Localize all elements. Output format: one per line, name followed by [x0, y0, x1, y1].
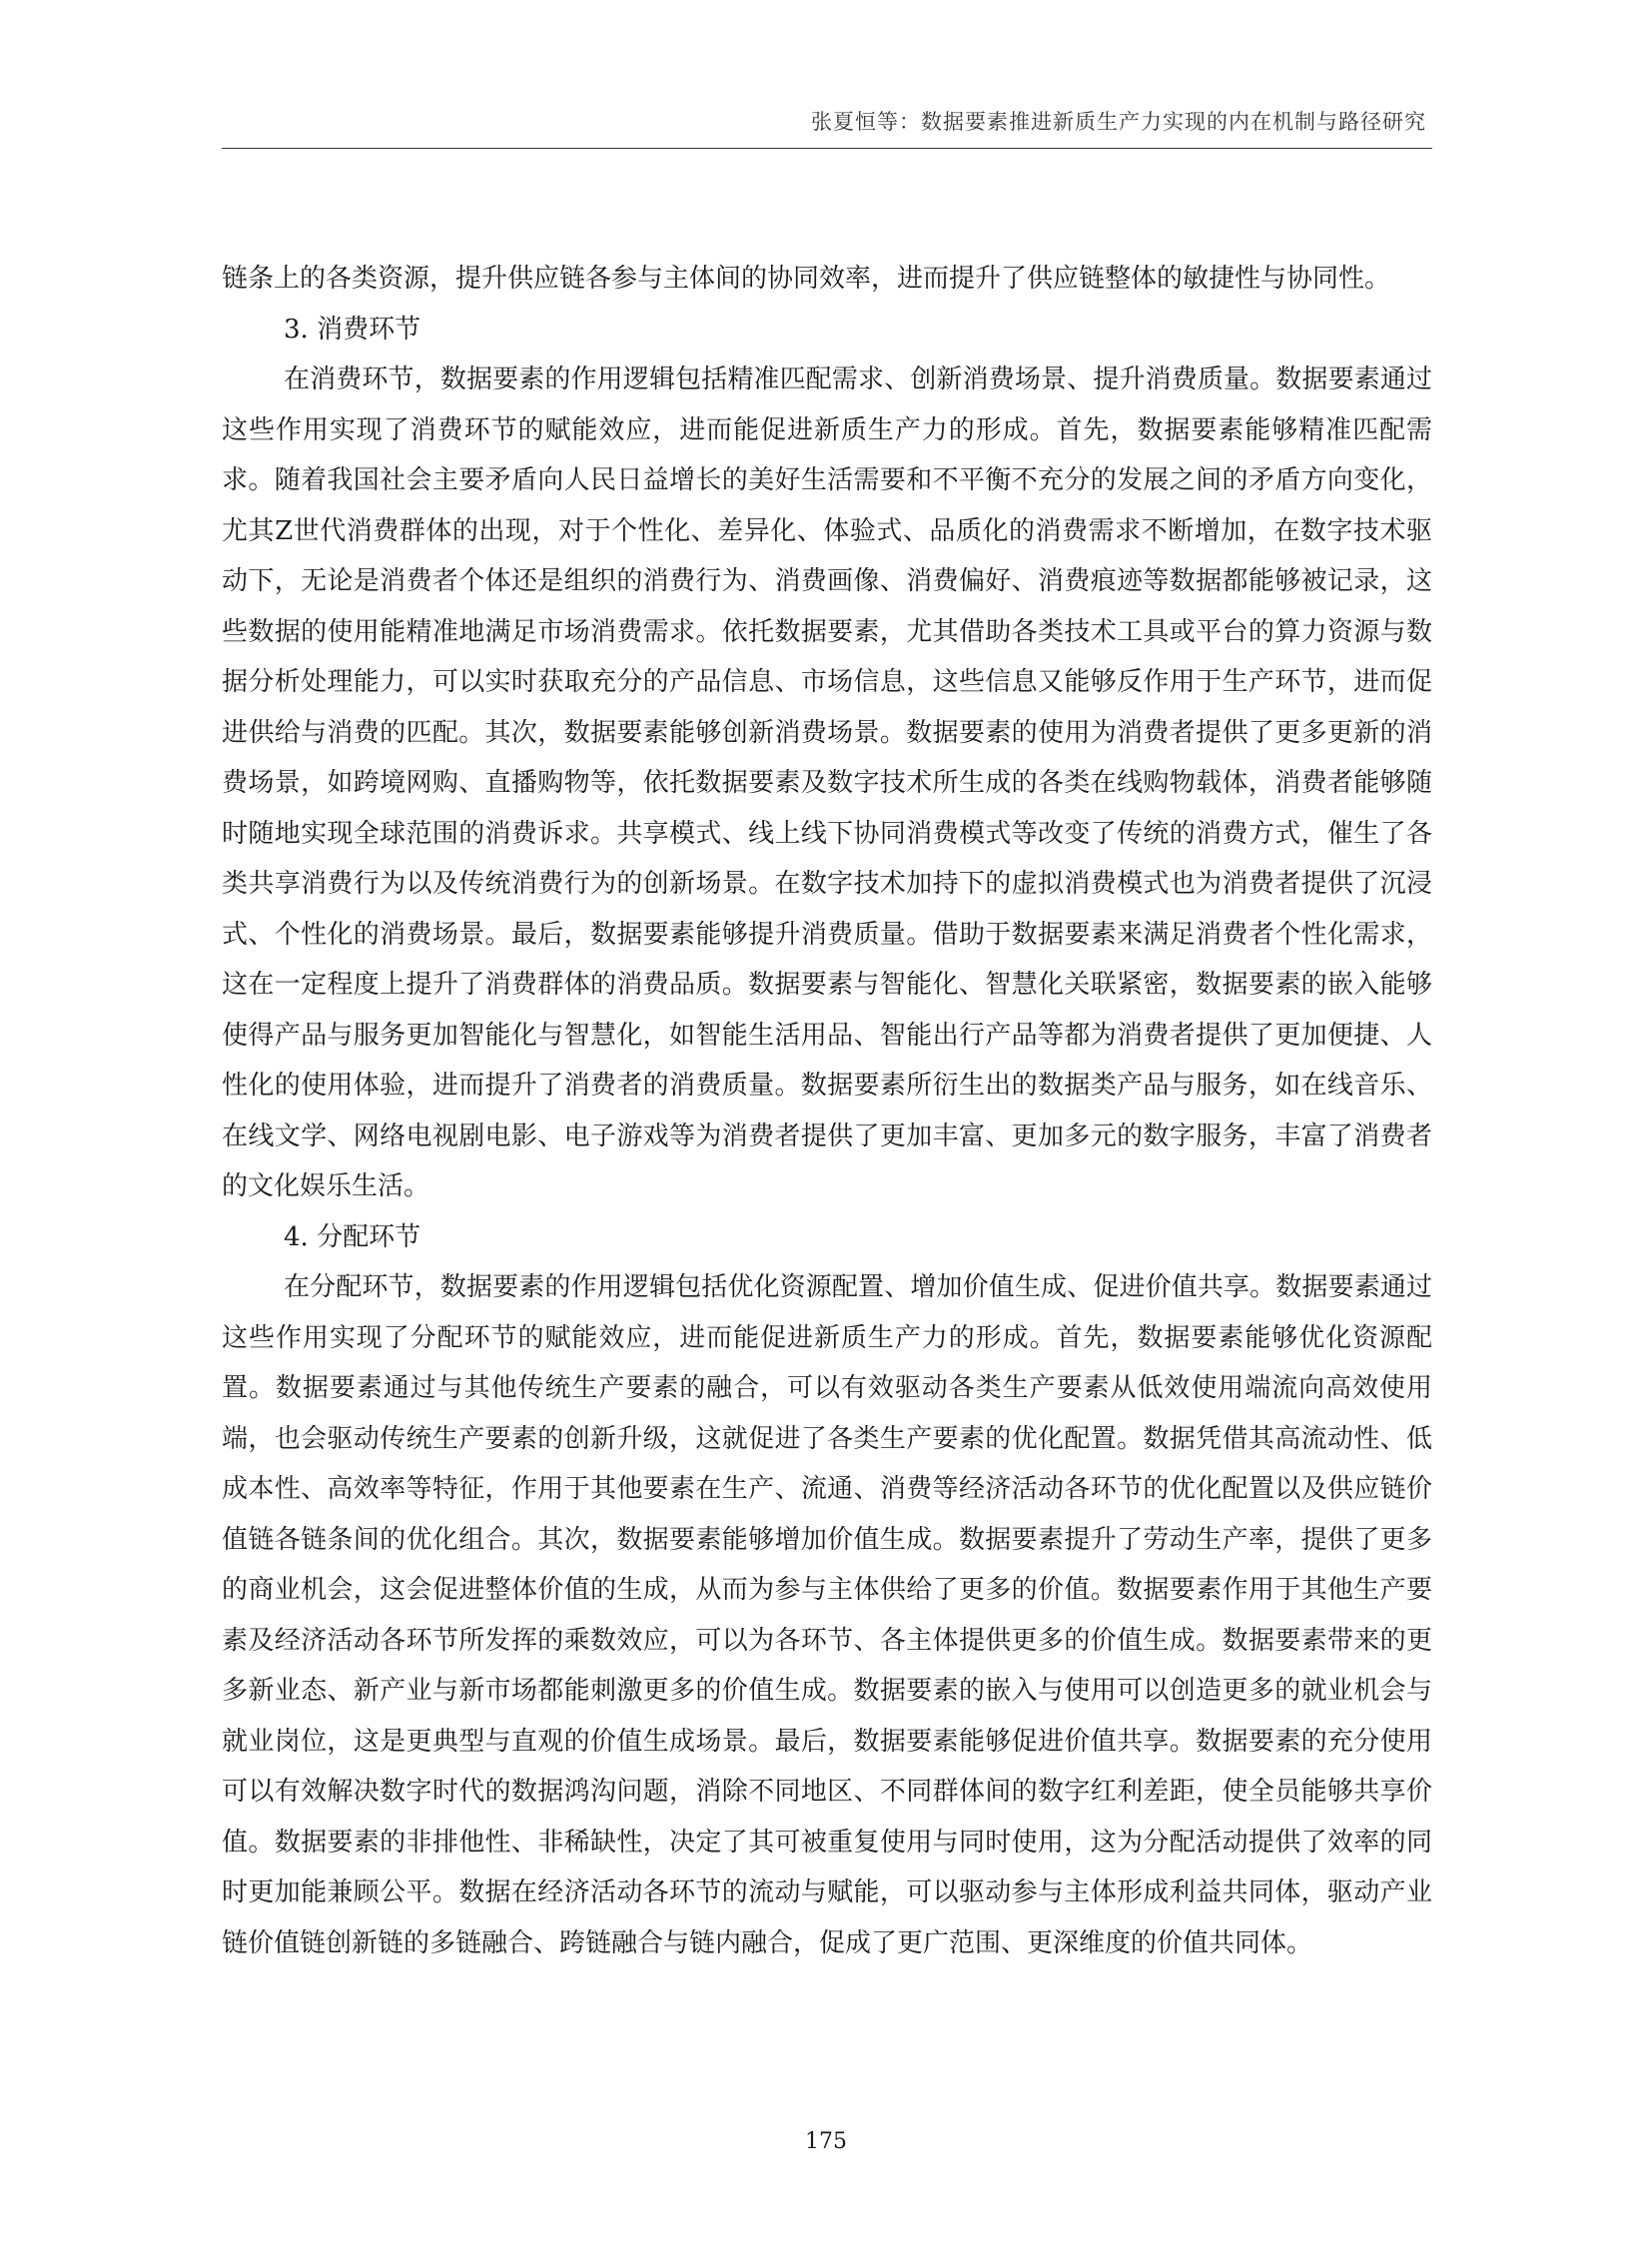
- page-number: 175: [805, 2129, 847, 2154]
- paragraph-consumption: 在消费环节，数据要素的作用逻辑包括精准匹配需求、创新消费场景、提升消费质量。数据要素通过这些作用实现了消费环节的赋能效应，进而能促进新质生产力的形成。首先，数据要素能够精准匹配需求。随着我国社会主要矛盾向人民日益增长的美好生活需要和不平衡不充分的发展之间的矛盾方向变化，尤其Z世代消费群体的出现，对于个性化、差异化、体验式、品质化的消费需求不断增加，在数字技术驱动下，无论是消费者个体还是组织的消费行为、消费画像、消费偏好、消费痕迹等数据都能够被记录，这些数据的使用能精准地满足市场消费需求。依托数据要素，尤其借助各类技术工具或平台的算力资源与数据分析处理能力，可以实时获取充分的产品信息、市场信息，这些信息又能够反作用于生产环节，进而促进供给与消费的匹配。其次，数据要素能够创新消费场景。数据要素的使用为消费者提供了更多更新的消费场景，如跨境网购、直播购物等，依托数据要素及数字技术所生成的各类在线购物载体，消费者能够随时随地实现全球范围的消费诉求。共享模式、线上线下协同消费模式等改变了传统的消费方式，催生了各类共享消费行为以及传统消费行为的创新场景。在数字技术加持下的虚拟消费模式也为消费者提供了沉浸式、个性化的消费场景。最后，数据要素能够提升消费质量。借助于数据要素来满足消费者个性化需求，这在一定程度上提升了消费群体的消费品质。数据要素与智能化、智慧化关联紧密，数据要素的嵌入能够使得产品与服务更加智能化与智慧化，如智能生活用品、智能出行产品等都为消费者提供了更加便捷、人性化的使用体验，进而提升了消费者的消费质量。数据要素所衍生出的数据类产品与服务，如在线音乐、在线文学、网络电视剧电影、电子游戏等为消费者提供了更加丰富、更加多元的数字服务，丰富了消费者的文化娱乐生活。: [222, 365, 1432, 1201]
- running-title: 张夏恒等：数据要素推进新质生产力实现的内在机制与路径研究: [811, 110, 1426, 134]
- section-heading-consumption: 3. 消费环节: [284, 314, 421, 345]
- running-header: [222, 108, 1432, 149]
- paragraph-continued: 链条上的各类资源，提升供应链各参与主体间的协同效率，进而提升了供应链整体的敏捷性与协同性。: [222, 264, 1391, 294]
- section-heading-distribution: 4. 分配环节: [284, 1221, 421, 1252]
- article-body: [222, 254, 1432, 1968]
- paragraph-distribution: 在分配环节，数据要素的作用逻辑包括优化资源配置、增加价值生成、促进价值共享。数据要素通过这些作用实现了分配环节的赋能效应，进而能促进新质生产力的形成。首先，数据要素能够优化资源配置。数据要素通过与其他传统生产要素的融合，可以有效驱动各类生产要素从低效使用端流向高效使用端，也会驱动传统生产要素的创新升级，这就促进了各类生产要素的优化配置。数据凭借其高流动性、低成本性、高效率等特征，作用于其他要素在生产、流通、消费等经济活动各环节的优化配置以及供应链价值链各链条间的优化组合。其次，数据要素能够增加价值生成。数据要素提升了劳动生产率，提供了更多的商业机会，这会促进整体价值的生成，从而为参与主体供给了更多的价值。数据要素作用于其他生产要素及经济活动各环节所发挥的乘数效应，可以为各环节、各主体提供更多的价值生成。数据要素带来的更多新业态、新产业与新市场都能刺激更多的价值生成。数据要素的嵌入与使用可以创造更多的就业机会与就业岗位，这是更典型与直观的价值生成场景。最后，数据要素能够促进价值共享。数据要素的充分使用可以有效解决数字时代的数据鸿沟问题，消除不同地区、不同群体间的数字红利差距，使全员能够共享价值。数据要素的非排他性、非稀缺性，决定了其可被重复使用与同时使用，这为分配活动提供了效率的同时更加能兼顾公平。数据在经济活动各环节的流动与赋能，可以驱动参与主体形成利益共同体，驱动产业链价值链创新链的多链融合、跨链融合与链内融合，促成了更广范围、更深维度的价值共同体。: [222, 1272, 1432, 1958]
